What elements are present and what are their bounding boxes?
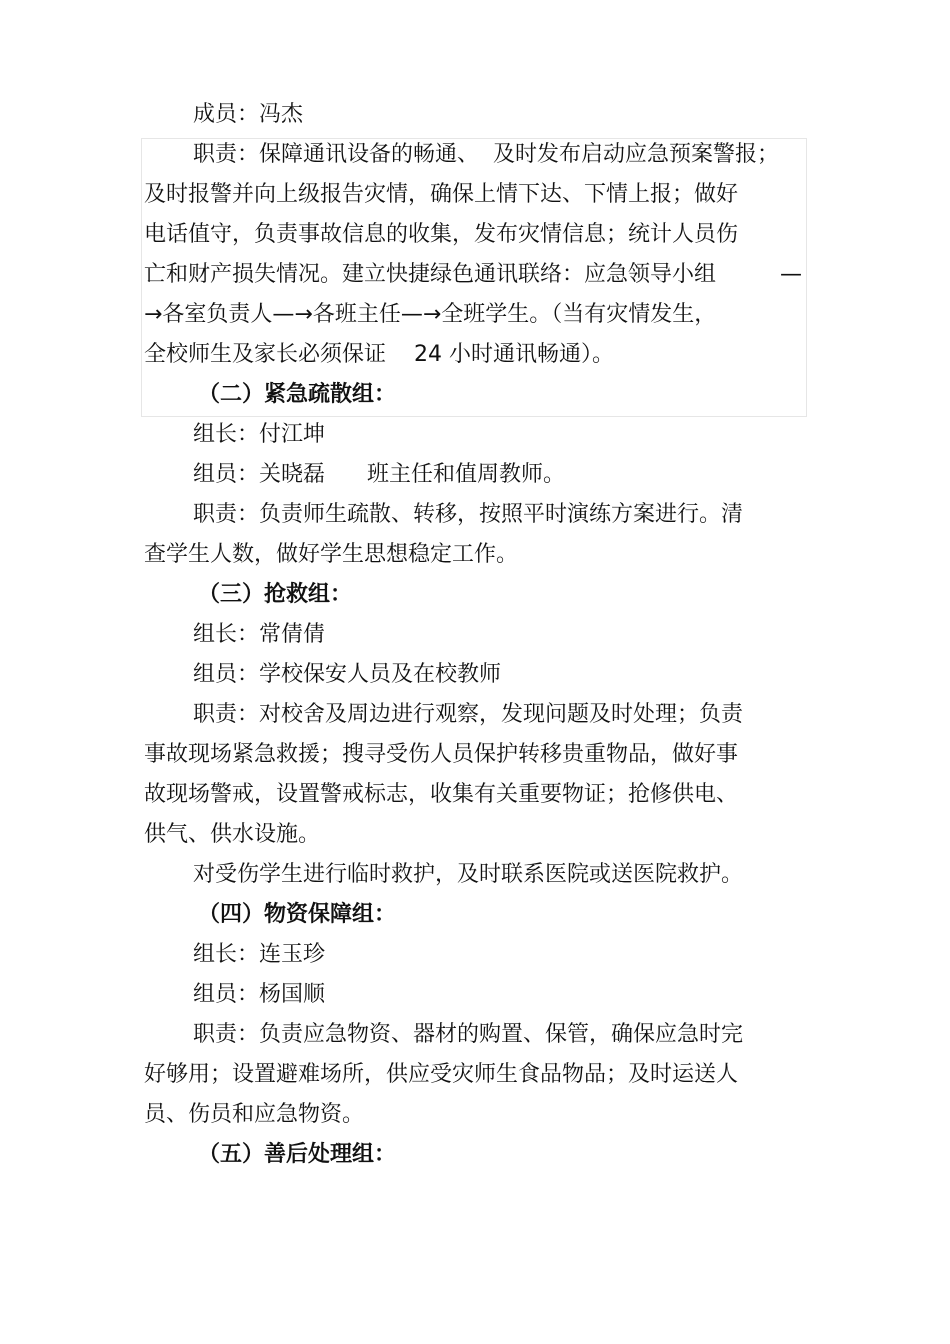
member-line: 组员：学校保安人员及在校教师 — [193, 662, 502, 687]
paragraph-line: 供气、供水设施。 — [144, 822, 321, 847]
paragraph-line: 电话值守，负责事故信息的收集，发布灾情信息；统计人员伤 — [144, 222, 739, 247]
paragraph-line — [144, 341, 614, 369]
section-heading: （五）善后处理组： — [198, 1142, 397, 1167]
duty-line: 职责：负责师生疏散、转移，按照平时演练方案进行。清 — [193, 502, 744, 527]
section-heading: （二）紧急疏散组： — [198, 382, 397, 407]
duty-line — [193, 141, 779, 169]
duty-line: 职责：对校舍及周边进行观察，发现问题及时处理；负责 — [193, 702, 744, 727]
member-text-part2: 班主任和值周教师。 — [367, 462, 566, 487]
member-line: 组员：杨国顺 — [193, 982, 326, 1007]
leader-line: 组长：付江坤 — [193, 422, 326, 447]
section-heading: （四）物资保障组： — [198, 902, 397, 927]
paragraph-line: 及时报警并向上级报告灾情，确保上情下达、下情上报；做好 — [144, 182, 739, 207]
member-line: 成员：冯杰 — [193, 102, 304, 127]
section-heading: （三）抢救组： — [198, 582, 353, 607]
paragraph-text-part2: 24 小时通讯畅通）。 — [414, 342, 615, 367]
paragraph-line: →各室负责人—→各班主任—→全班学生。（当有灾情发生， — [144, 302, 717, 327]
paragraph-line: 对受伤学生进行临时救护，及时联系医院或送医院救护。 — [193, 862, 744, 887]
paragraph-line: 好够用；设置避难场所，供应受灾师生食品物品；及时运送人 — [144, 1062, 739, 1087]
leader-line: 组长：连玉珍 — [193, 942, 326, 967]
paragraph-line: 事故现场紧急救援；搜寻受伤人员保护转移贵重物品，做好事 — [144, 742, 739, 767]
dash-mark: — — [780, 262, 802, 287]
leader-line: 组长：常倩倩 — [193, 622, 326, 647]
member-text-part1: 组员：关晓磊 — [193, 462, 326, 487]
paragraph-line: 查学生人数，做好学生思想稳定工作。 — [144, 542, 519, 567]
duty-text-part1: 职责：保障通讯设备的畅通、 — [193, 142, 480, 167]
paragraph-line: 员、伤员和应急物资。 — [144, 1102, 365, 1127]
member-line — [193, 461, 565, 489]
duty-line: 职责：负责应急物资、器材的购置、保管，确保应急时完 — [193, 1022, 744, 1047]
paragraph-line: 故现场警戒，设置警戒标志，收集有关重要物证；抢修供电、 — [144, 782, 739, 807]
duty-text-part2: 及时发布启动应急预案警报； — [493, 142, 780, 167]
paragraph-text-part1: 全校师生及家长必须保证 — [144, 342, 387, 367]
paragraph-line: 亡和财产损失情况。建立快捷绿色通讯联络：应急领导小组 — [144, 262, 717, 287]
